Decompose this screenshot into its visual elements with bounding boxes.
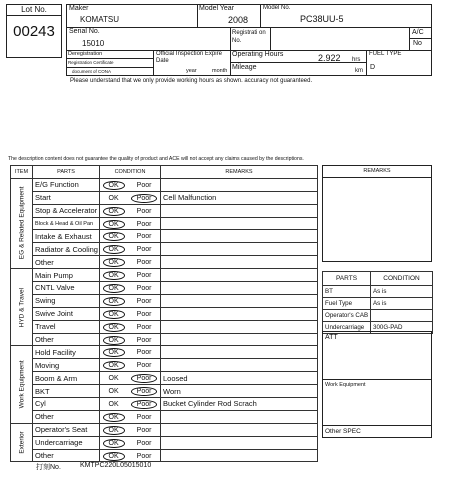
table-row: [11, 449, 318, 462]
table-row: [11, 204, 318, 217]
part-name: Travel: [33, 320, 100, 333]
condition-cell: [100, 385, 161, 398]
condition-cell: [100, 230, 161, 243]
remark-cell: [161, 294, 318, 307]
parts-table: [322, 271, 433, 334]
notice-text: Please understand that we only provide working hours as shown. accuracy not guaranteed.: [70, 78, 313, 84]
poor-option[interactable]: Poor: [136, 207, 152, 215]
doc-label: document of CONA: [72, 69, 112, 74]
remark-cell: [161, 178, 318, 191]
table-row: [11, 372, 318, 385]
table-row: [11, 191, 318, 204]
reg-cert-label: Registration Certificate: [68, 60, 114, 65]
stamp-no-label: 打刻No.: [36, 464, 61, 471]
remarks-panel: [322, 165, 432, 262]
part-name: Radiator & Cooling: [33, 243, 100, 256]
work-equipment-label: Work Equipment: [325, 382, 366, 388]
table-row: [11, 410, 318, 423]
poor-option[interactable]: Poor: [136, 284, 152, 292]
inspection-label: Official Inspection Expire Date: [156, 51, 222, 64]
ac-label: A/C: [412, 29, 424, 36]
part-name: Stop & Accelerator: [33, 204, 100, 217]
part-name: Operator's Seat: [33, 423, 100, 436]
table-row: [11, 436, 318, 449]
part-name: Boom & Arm: [33, 372, 100, 385]
ok-option[interactable]: OK: [103, 336, 125, 345]
remark-cell: [161, 217, 318, 230]
ok-option[interactable]: OK: [103, 271, 125, 280]
maker-value: KOMATSU: [80, 15, 119, 24]
ok-option[interactable]: OK: [108, 400, 119, 408]
remark-cell: [161, 449, 318, 462]
parts-row-part: Undercarriage: [323, 322, 371, 334]
remarks-panel-header: REMARKS: [323, 166, 431, 178]
lot-number: 00243: [13, 23, 55, 40]
parts-table-condition-header: CONDITION: [371, 272, 433, 286]
condition-cell: [100, 282, 161, 295]
remark-cell: [161, 333, 318, 346]
condition-cell: [100, 243, 161, 256]
poor-option[interactable]: Poor: [136, 310, 152, 318]
part-name: Swing: [33, 294, 100, 307]
table-row: [11, 385, 318, 398]
poor-option[interactable]: Poor: [136, 323, 152, 331]
km-label: km: [355, 68, 363, 74]
poor-option[interactable]: Poor: [136, 426, 152, 434]
parts-row-part: Operator's CAB: [323, 310, 371, 322]
part-name: BKT: [33, 385, 100, 398]
condition-cell: [100, 359, 161, 372]
item-header: ITEM: [11, 166, 33, 179]
part-name: E/G Function: [33, 178, 100, 191]
condition-cell: [100, 294, 161, 307]
part-name: CNTL Valve: [33, 282, 100, 295]
part-name: Other: [33, 333, 100, 346]
poor-option[interactable]: Poor: [136, 452, 152, 460]
condition-cell: [100, 256, 161, 269]
parts-row-condition: As is: [371, 298, 433, 310]
remark-cell: [161, 282, 318, 295]
table-row: [11, 294, 318, 307]
condition-table: [10, 165, 318, 462]
part-name: Undercarriage: [33, 436, 100, 449]
condition-cell: [100, 217, 161, 230]
remark-cell: [161, 204, 318, 217]
part-name: Other: [33, 410, 100, 423]
model-year-label: Model Year: [199, 5, 235, 12]
table-row: [11, 359, 318, 372]
remark-cell: [161, 230, 318, 243]
operating-hours-label: Operating Hours: [232, 51, 284, 58]
ok-option[interactable]: OK: [103, 297, 125, 306]
condition-cell: [100, 436, 161, 449]
poor-option[interactable]: Poor: [136, 362, 152, 370]
remark-cell: [161, 307, 318, 320]
part-name: Hold Facility: [33, 346, 100, 359]
ok-option[interactable]: OK: [103, 310, 125, 319]
remark-cell: [161, 436, 318, 449]
ok-option[interactable]: OK: [103, 258, 125, 267]
ok-option[interactable]: OK: [103, 452, 125, 461]
ok-option[interactable]: OK: [108, 375, 119, 383]
operating-hours-value: 2.922: [318, 53, 341, 63]
condition-cell: [100, 320, 161, 333]
att-panel: [322, 331, 432, 438]
poor-option[interactable]: Poor: [136, 336, 152, 344]
ok-option[interactable]: OK: [103, 245, 125, 254]
table-row: [11, 178, 318, 191]
ac-value: No: [413, 40, 422, 47]
ok-option[interactable]: OK: [103, 426, 125, 435]
parts-table-parts-header: PARTS: [323, 272, 371, 286]
remark-cell: [161, 346, 318, 359]
table-row: [11, 307, 318, 320]
part-name: Start: [33, 191, 100, 204]
ok-option[interactable]: OK: [103, 413, 125, 422]
poor-option[interactable]: Poor: [136, 349, 152, 357]
part-name: Cyl: [33, 398, 100, 411]
att-label: ATT: [325, 334, 338, 341]
model-no-label: Model No.: [263, 5, 291, 11]
poor-option[interactable]: Poor: [131, 400, 158, 409]
condition-cell: [100, 449, 161, 462]
poor-option[interactable]: Poor: [136, 233, 152, 241]
part-name: Main Pump: [33, 269, 100, 282]
table-row: [11, 256, 318, 269]
parts-row-condition: As is: [371, 286, 433, 298]
table-row: [11, 230, 318, 243]
remark-cell: [161, 256, 318, 269]
hrs-label: hrs: [352, 57, 361, 63]
ok-option[interactable]: OK: [103, 361, 125, 370]
serial-label: Serial No.: [69, 28, 100, 35]
group-label: HYD & Travel: [11, 269, 33, 346]
part-name: Other: [33, 449, 100, 462]
poor-option[interactable]: Poor: [136, 220, 152, 228]
condition-cell: [100, 372, 161, 385]
table-row: [11, 217, 318, 230]
poor-option[interactable]: Poor: [131, 387, 158, 396]
condition-table-header: [11, 166, 318, 179]
table-row: [11, 269, 318, 282]
lot-label: Lot No.: [7, 5, 61, 16]
poor-option[interactable]: Poor: [131, 194, 158, 203]
poor-option[interactable]: Poor: [136, 246, 152, 254]
poor-option[interactable]: Poor: [136, 272, 152, 280]
poor-option[interactable]: Poor: [136, 413, 152, 421]
ok-option[interactable]: OK: [108, 388, 119, 396]
remark-cell: [161, 359, 318, 372]
parts-row: [323, 310, 433, 322]
condition-cell: [100, 346, 161, 359]
poor-option[interactable]: Poor: [136, 297, 152, 305]
ok-option[interactable]: OK: [103, 284, 125, 293]
ok-option[interactable]: OK: [103, 207, 125, 216]
ok-option[interactable]: OK: [103, 439, 125, 448]
ok-option[interactable]: OK: [103, 181, 125, 190]
part-name: Other: [33, 256, 100, 269]
remarks-header: REMARKS: [161, 166, 318, 179]
model-year-value: 2008: [228, 15, 249, 25]
maker-label: Maker: [69, 5, 89, 12]
parts-header: PARTS: [33, 166, 100, 179]
part-name: Intake & Exhaust: [33, 230, 100, 243]
table-row: [11, 243, 318, 256]
month-label: month: [212, 68, 228, 74]
group-label: Work Equipment: [11, 346, 33, 423]
group-label: EG & Related Equipment: [11, 178, 33, 268]
ok-option[interactable]: OK: [103, 323, 125, 332]
table-row: [11, 398, 318, 411]
remark-cell: Loosed: [161, 372, 318, 385]
serial-value: 15010: [82, 39, 105, 48]
parts-row: [323, 286, 433, 298]
disclaimer-text: The description content does not guarantee the quality of product and ACE will not accept any claims caused by the descriptions.: [8, 156, 304, 162]
remark-cell: [161, 423, 318, 436]
part-name: Swive Joint: [33, 307, 100, 320]
table-row: [11, 346, 318, 359]
year-label: year: [186, 68, 197, 74]
condition-cell: [100, 333, 161, 346]
remark-cell: [161, 243, 318, 256]
fuel-type-value: D: [370, 64, 376, 71]
poor-option[interactable]: Poor: [131, 374, 158, 383]
part-name: Moving: [33, 359, 100, 372]
condition-cell: [100, 204, 161, 217]
condition-cell: [100, 307, 161, 320]
condition-cell: [100, 178, 161, 191]
table-row: [11, 282, 318, 295]
parts-row-part: Fuel Type: [323, 298, 371, 310]
mileage-label: Mileage: [232, 64, 257, 71]
poor-option[interactable]: Poor: [136, 439, 152, 447]
ok-option[interactable]: OK: [103, 348, 125, 357]
poor-option[interactable]: Poor: [136, 181, 152, 189]
lot-box: [6, 4, 62, 58]
condition-header: CONDITION: [100, 166, 161, 179]
table-row: [11, 333, 318, 346]
ok-option[interactable]: OK: [103, 220, 125, 229]
stamp-no-value: KMTPC220L05015010: [80, 462, 152, 469]
parts-row: [323, 298, 433, 310]
remark-cell: Worn: [161, 385, 318, 398]
condition-cell: [100, 398, 161, 411]
parts-row-condition: [371, 310, 433, 322]
remark-cell: [161, 269, 318, 282]
group-label: Exterior: [11, 423, 33, 462]
condition-cell: [100, 410, 161, 423]
table-row: [11, 320, 318, 333]
part-name: Block & Head & Oil Pan: [33, 217, 100, 230]
condition-cell: [100, 269, 161, 282]
deregistration-label: Deregistration: [68, 51, 103, 57]
parts-row-part: BT: [323, 286, 371, 298]
condition-cell: [100, 423, 161, 436]
remark-cell: Cell Malfunction: [161, 191, 318, 204]
parts-row-condition: 300G-PAD: [371, 322, 433, 334]
remark-cell: [161, 320, 318, 333]
fuel-type-label: FUEL TYPE: [369, 51, 402, 57]
poor-option[interactable]: Poor: [136, 259, 152, 267]
remark-cell: [161, 410, 318, 423]
table-row: [11, 423, 318, 436]
registration-label: Registrati on No.: [232, 30, 266, 44]
ok-option[interactable]: OK: [103, 232, 125, 241]
model-no-value: PC38UU-5: [300, 14, 344, 24]
condition-cell: [100, 191, 161, 204]
other-spec-label: Other SPEC: [325, 428, 361, 435]
ok-option[interactable]: OK: [108, 194, 119, 202]
remark-cell: Bucket Cylinder Rod Scrach: [161, 398, 318, 411]
